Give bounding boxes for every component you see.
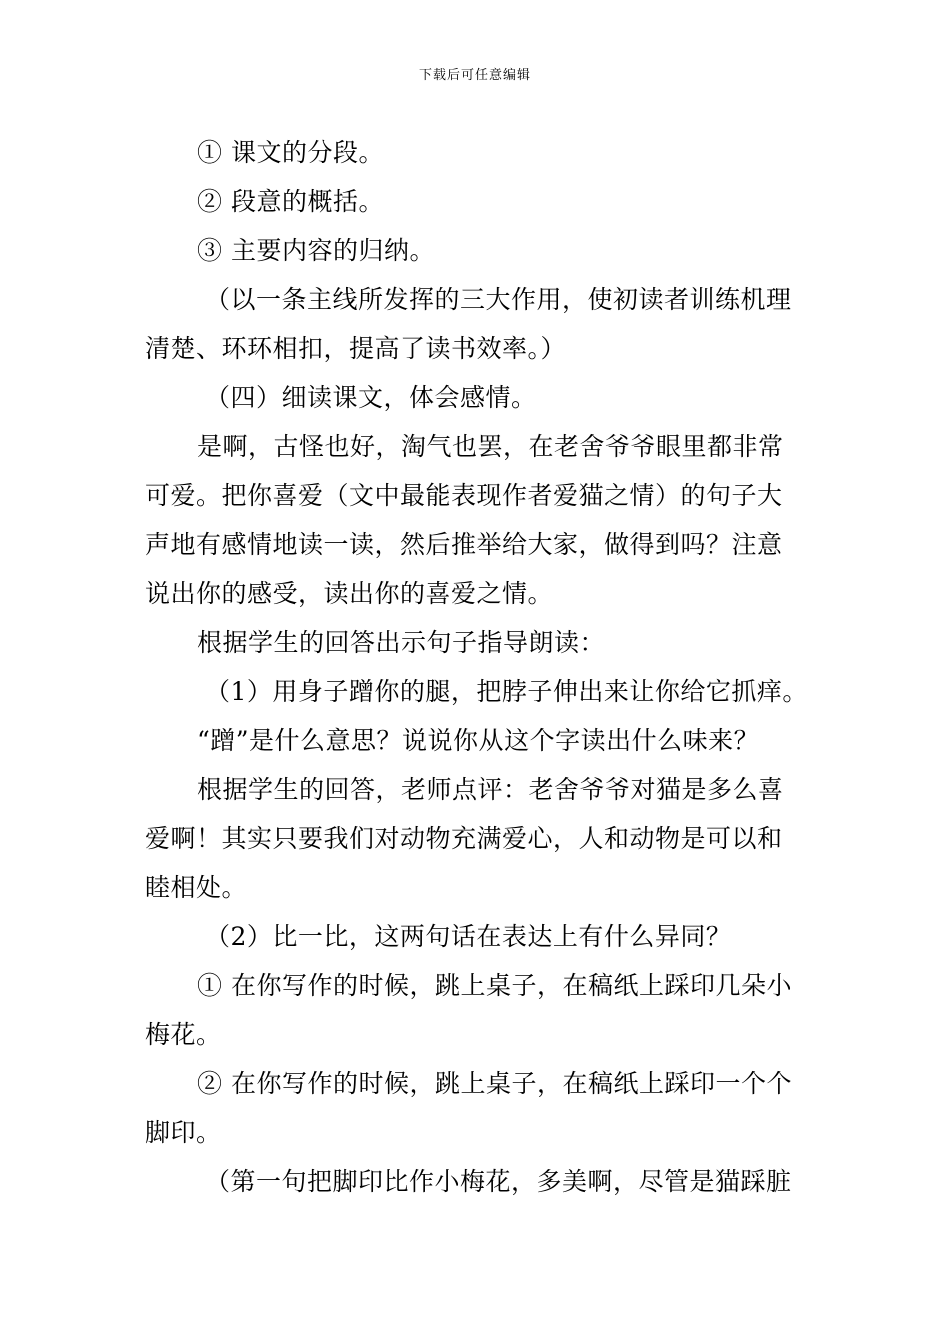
paragraph-line: 说出你的感受，读出你的喜爱之情。	[145, 579, 554, 608]
list-item-2: ② 段意的概括。	[197, 187, 384, 216]
document-body	[145, 128, 815, 1206]
paragraph-line: （第一句把脚印比作小梅花，多美啊，尽管是猫踩脏	[205, 1167, 792, 1196]
paragraph-line: 根据学生的回答出示句子指导朗读：	[197, 628, 606, 657]
list-item-2: ② 在你写作的时候，跳上桌子，在稿纸上踩印一个个	[197, 1069, 792, 1098]
paragraph-line: 可爱。把你喜爱（文中最能表现作者爱猫之情）的句子大	[145, 481, 783, 510]
paragraph-line: 声地有感情地读一读，然后推举给大家，做得到吗？注意	[145, 530, 783, 559]
paragraph-line: 爱啊！其实只要我们对动物充满爱心，人和动物是可以和	[145, 824, 783, 853]
list-item-1: ① 在你写作的时候，跳上桌子，在稿纸上踩印几朵小	[197, 971, 792, 1000]
paragraph-line: 是啊，古怪也好，淘气也罢，在老舍爷爷眼里都非常	[197, 432, 784, 461]
list-item-1: ① 课文的分段。	[197, 138, 384, 167]
paragraph-line: （以一条主线所发挥的三大作用，使初读者训练机理	[205, 285, 792, 314]
paragraph-line: （2）比一比，这两句话在表达上有什么异同？	[205, 922, 732, 951]
section-heading: （四）细读课文，体会感情。	[205, 383, 537, 412]
paragraph-line: 脚印。	[145, 1118, 222, 1147]
paragraph-line: 梅花。	[145, 1020, 222, 1049]
paragraph-line: “蹭”是什么意思？说说你从这个字读出什么味来？	[197, 726, 760, 755]
page-header: 下载后可任意编辑	[418, 68, 531, 83]
paragraph-line: 睦相处。	[145, 873, 248, 902]
paragraph-line: 根据学生的回答，老师点评：老舍爷爷对猫是多么喜	[197, 775, 784, 804]
paragraph-line: （1）用身子蹭你的腿，把脖子伸出来让你给它抓痒。	[205, 677, 808, 706]
list-item-3: ③ 主要内容的归纳。	[197, 236, 435, 265]
paragraph-line: 清楚、环环相扣，提高了读书效率。）	[145, 334, 567, 363]
